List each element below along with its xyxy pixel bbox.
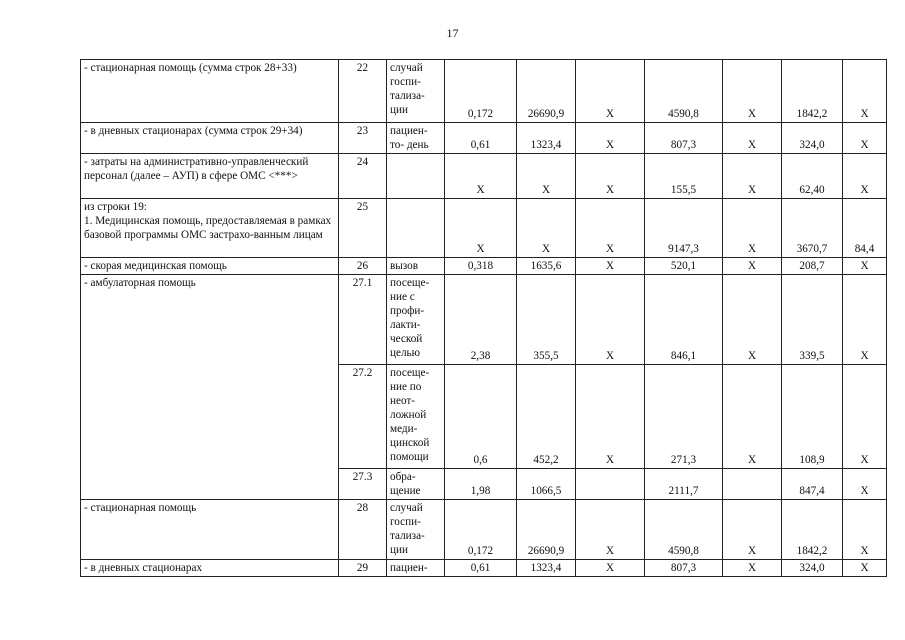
table-row xyxy=(81,199,887,258)
cell-c6: 208,7 xyxy=(782,258,843,275)
cell-c2: 1323,4 xyxy=(517,123,576,154)
cell-c3: Х xyxy=(576,154,645,199)
row-name: - в дневных стационарах (сумма строк 29+34) xyxy=(81,123,339,154)
cell-c7: Х xyxy=(843,365,887,469)
cell-c7: Х xyxy=(843,60,887,123)
cell-c7: Х xyxy=(843,500,887,560)
row-name: - амбулаторная помощь xyxy=(81,275,339,500)
row-number: 29 xyxy=(339,560,387,577)
row-unit: посеще-ние по неот-ложной меди-цинской помощи xyxy=(387,365,445,469)
cell-c5: Х xyxy=(723,154,782,199)
cell-c1: 0,61 xyxy=(445,560,517,577)
row-unit xyxy=(387,154,445,199)
cell-c2: 26690,9 xyxy=(517,60,576,123)
cell-c5: Х xyxy=(723,500,782,560)
cell-c1: 0,318 xyxy=(445,258,517,275)
cell-c6: 339,5 xyxy=(782,275,843,365)
cell-c4: 155,5 xyxy=(645,154,723,199)
row-unit xyxy=(387,199,445,258)
cell-c4: 2111,7 xyxy=(645,469,723,500)
row-name: - стационарная помощь xyxy=(81,500,339,560)
cell-c5: Х xyxy=(723,199,782,258)
row-number: 27.2 xyxy=(339,365,387,469)
row-name: - затраты на административно-управленческий персонал (далее – АУП) в сфере ОМС <***> xyxy=(81,154,339,199)
row-number: 24 xyxy=(339,154,387,199)
cell-c6: 847,4 xyxy=(782,469,843,500)
row-number: 27.1 xyxy=(339,275,387,365)
cell-c4: 4590,8 xyxy=(645,500,723,560)
cell-c5 xyxy=(723,469,782,500)
table-row xyxy=(81,560,887,577)
cell-c1: 0,172 xyxy=(445,500,517,560)
cell-c1: 0,172 xyxy=(445,60,517,123)
cell-c1: Х xyxy=(445,199,517,258)
cell-c1: 0,6 xyxy=(445,365,517,469)
cell-c2: 452,2 xyxy=(517,365,576,469)
cell-c2: Х xyxy=(517,154,576,199)
cell-c5: Х xyxy=(723,560,782,577)
cell-c3: Х xyxy=(576,365,645,469)
cell-c6: 3670,7 xyxy=(782,199,843,258)
cell-c2: 1635,6 xyxy=(517,258,576,275)
row-name: - стационарная помощь (сумма строк 28+33) xyxy=(81,60,339,123)
row-number: 27.3 xyxy=(339,469,387,500)
cell-c7: Х xyxy=(843,258,887,275)
row-name: - в дневных стационарах xyxy=(81,560,339,577)
cell-c4: 9147,3 xyxy=(645,199,723,258)
cell-c7: Х xyxy=(843,560,887,577)
cell-c1: 2,38 xyxy=(445,275,517,365)
cell-c5: Х xyxy=(723,258,782,275)
row-unit: случай госпи-тализа-ции xyxy=(387,500,445,560)
cell-c6: 324,0 xyxy=(782,123,843,154)
cell-c4: 807,3 xyxy=(645,560,723,577)
table-row xyxy=(81,123,887,154)
table-row xyxy=(81,154,887,199)
cell-c6: 324,0 xyxy=(782,560,843,577)
financing-table xyxy=(80,59,887,577)
table-row xyxy=(81,60,887,123)
cell-c3 xyxy=(576,469,645,500)
row-unit: случай госпи-тализа-ции xyxy=(387,60,445,123)
row-unit: посеще-ние с профи-лакти-ческой целью xyxy=(387,275,445,365)
row-name-line: из строки 19: xyxy=(84,201,147,213)
row-number: 26 xyxy=(339,258,387,275)
cell-c7: 84,4 xyxy=(843,199,887,258)
cell-c7: Х xyxy=(843,154,887,199)
row-number: 28 xyxy=(339,500,387,560)
cell-c5: Х xyxy=(723,275,782,365)
table-row xyxy=(81,258,887,275)
row-unit: обра-щение xyxy=(387,469,445,500)
cell-c1: 1,98 xyxy=(445,469,517,500)
cell-c7: Х xyxy=(843,469,887,500)
cell-c6: 108,9 xyxy=(782,365,843,469)
cell-c3: Х xyxy=(576,123,645,154)
row-name-line: 1. Медицинская помощь, предоставляемая в рамках базовой программы ОМС застрахо-ванным лицам xyxy=(84,215,332,241)
cell-c3: Х xyxy=(576,60,645,123)
cell-c2: 26690,9 xyxy=(517,500,576,560)
row-unit: пациен- xyxy=(387,560,445,577)
cell-c4: 807,3 xyxy=(645,123,723,154)
cell-c3: Х xyxy=(576,500,645,560)
row-name: - скорая медицинская помощь xyxy=(81,258,339,275)
row-unit: пациен-то- день xyxy=(387,123,445,154)
cell-c3: Х xyxy=(576,275,645,365)
cell-c6: 1842,2 xyxy=(782,500,843,560)
row-number: 23 xyxy=(339,123,387,154)
cell-c3: Х xyxy=(576,258,645,275)
cell-c5: Х xyxy=(723,123,782,154)
cell-c7: Х xyxy=(843,275,887,365)
cell-c7: Х xyxy=(843,123,887,154)
cell-c4: 271,3 xyxy=(645,365,723,469)
cell-c2: 1323,4 xyxy=(517,560,576,577)
cell-c2: Х xyxy=(517,199,576,258)
cell-c6: 1842,2 xyxy=(782,60,843,123)
row-name xyxy=(81,199,339,258)
cell-c4: 4590,8 xyxy=(645,60,723,123)
cell-c1: Х xyxy=(445,154,517,199)
cell-c3: Х xyxy=(576,199,645,258)
row-number: 25 xyxy=(339,199,387,258)
table-row xyxy=(81,275,887,365)
cell-c3: Х xyxy=(576,560,645,577)
cell-c5: Х xyxy=(723,365,782,469)
cell-c1: 0,61 xyxy=(445,123,517,154)
cell-c5: Х xyxy=(723,60,782,123)
table-row xyxy=(81,500,887,560)
cell-c6: 62,40 xyxy=(782,154,843,199)
cell-c2: 1066,5 xyxy=(517,469,576,500)
cell-c4: 520,1 xyxy=(645,258,723,275)
row-number: 22 xyxy=(339,60,387,123)
cell-c2: 355,5 xyxy=(517,275,576,365)
row-unit: вызов xyxy=(387,258,445,275)
page-number: 17 xyxy=(446,26,459,40)
cell-c4: 846,1 xyxy=(645,275,723,365)
